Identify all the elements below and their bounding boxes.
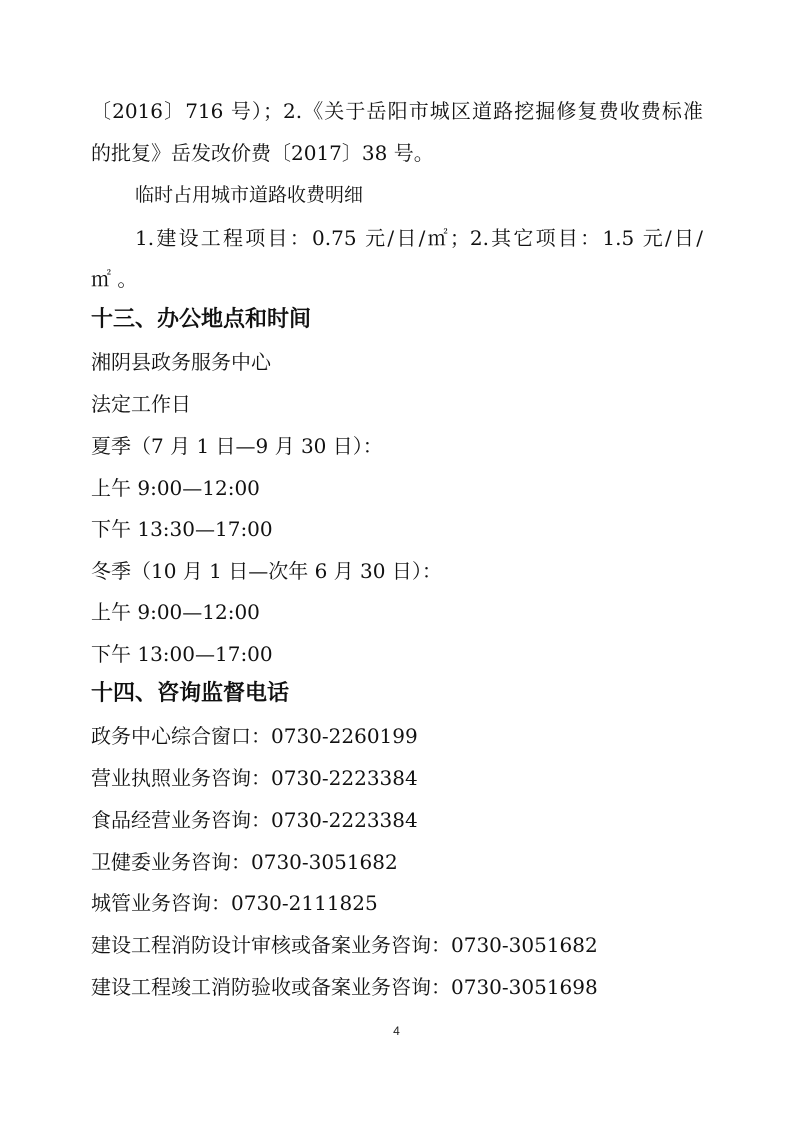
phone-business-license: 营业执照业务咨询：0730-2223384 xyxy=(91,766,418,790)
summer-morning: 上午 9:00—12:00 xyxy=(91,476,260,500)
body-line-5: ㎡ 。 xyxy=(91,267,138,291)
office-location: 湘阴县政务服务中心 xyxy=(91,350,271,374)
phone-food-business: 食品经营业务咨询：0730-2223384 xyxy=(91,808,418,832)
phone-fire-acceptance: 建设工程竣工消防验收或备案业务咨询：0730-3051698 xyxy=(91,975,598,999)
body-line-2: 的批复》岳发改价费〔2017〕38 号。 xyxy=(91,141,434,165)
body-line-1: 〔2016〕716 号）；2.《关于岳阳市城区道路挖掘修复费收费标准 xyxy=(91,99,703,123)
phone-health-commission: 卫健委业务咨询：0730-3051682 xyxy=(91,850,398,874)
phone-gov-center: 政务中心综合窗口：0730-2260199 xyxy=(91,724,418,748)
section-14-heading: 十四、咨询监督电话 xyxy=(91,681,290,706)
section-13-heading: 十三、办公地点和时间 xyxy=(91,307,312,332)
legal-workday: 法定工作日 xyxy=(91,392,191,416)
winter-period: 冬季（10 月 1 日—次年 6 月 30 日）： xyxy=(91,559,442,583)
summer-afternoon: 下午 13:30—17:00 xyxy=(91,517,273,541)
phone-fire-design-review: 建设工程消防设计审核或备案业务咨询：0730-3051682 xyxy=(91,933,598,957)
winter-morning: 上午 9:00—12:00 xyxy=(91,600,260,624)
summer-period: 夏季（7 月 1 日—9 月 30 日）： xyxy=(91,434,383,458)
winter-afternoon: 下午 13:00—17:00 xyxy=(91,642,273,666)
body-line-4: 1.建设工程项目：0.75 元/日/㎡；2.其它项目：1.5 元/日/ xyxy=(135,226,703,250)
phone-urban-management: 城管业务咨询：0730-2111825 xyxy=(91,891,378,915)
fee-detail-title: 临时占用城市道路收费明细 xyxy=(135,184,364,206)
page-number: 4 xyxy=(393,1024,400,1038)
